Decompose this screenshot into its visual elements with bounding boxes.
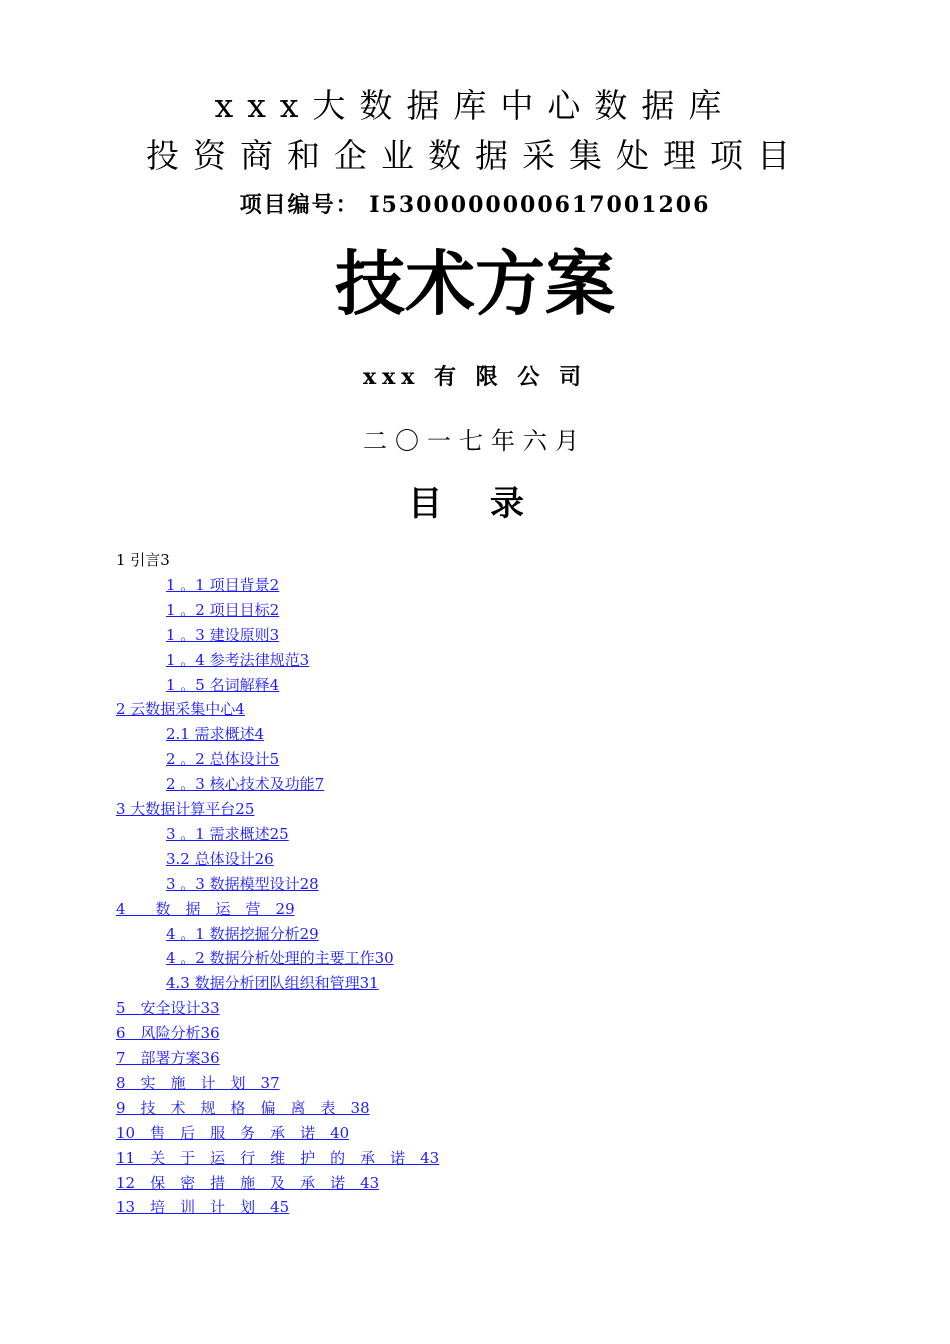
toc-entry-chapter[interactable]: 4 数 据 运 营 29	[116, 899, 295, 918]
toc-entry-chapter: 1 引言3	[116, 551, 170, 569]
toc-entry-chapter[interactable]: 3 大数据计算平台25	[116, 800, 255, 818]
toc-entry-section[interactable]: 4 。2 数据分析处理的主要工作30	[166, 949, 394, 968]
toc-entry-chapter[interactable]: 11 关 于 运 行 维 护 的 承 诺 43	[116, 1148, 440, 1167]
toc-entry-chapter[interactable]: 5 安全设计33	[116, 999, 220, 1018]
toc-entry-chapter[interactable]: 8 实 施 计 划 37	[116, 1073, 280, 1092]
toc-entry-chapter[interactable]: 10 售 后 服 务 承 诺 40	[116, 1123, 350, 1142]
toc-entry-section[interactable]: 3.2 总体设计26	[166, 849, 274, 868]
toc-entry-chapter[interactable]: 2 云数据采集中心4	[116, 700, 245, 719]
toc-entry-section[interactable]: 2 。3 核心技术及功能7	[166, 775, 325, 794]
document-type-title: 技术方案	[335, 243, 615, 325]
toc-entry-chapter[interactable]: 13 培 训 计 划 45	[116, 1198, 290, 1217]
toc-entry-section[interactable]: 3 。1 需求概述25	[166, 824, 289, 843]
toc-entry-section[interactable]: 1 。5 名词解释4	[166, 675, 280, 694]
title-line-2: 投资商和企业数据采集处理项目	[146, 136, 804, 175]
toc-entry-chapter[interactable]: 12 保 密 措 施 及 承 诺 43	[116, 1173, 380, 1192]
document-date: 二〇一七年六月	[363, 427, 587, 455]
toc-entry-section[interactable]: 3 。3 数据模型设计28	[166, 874, 319, 893]
toc-entry-section[interactable]: 2.1 需求概述4	[166, 725, 265, 744]
toc-heading: 目 录	[408, 484, 542, 524]
toc-entry-chapter[interactable]: 9 技 术 规 格 偏 离 表 38	[116, 1098, 370, 1117]
toc-entry-section[interactable]: 2 。2 总体设计5	[166, 750, 280, 769]
toc-entry-section[interactable]: 1 。4 参考法律规范3	[166, 650, 310, 669]
project-number: 项目编号： I5300000000617001206	[239, 192, 711, 218]
company-name: xxx 有 限 公 司	[363, 364, 587, 390]
toc-entry-section[interactable]: 4 。1 数据挖掘分析29	[166, 924, 319, 943]
toc-entry-section[interactable]: 4.3 数据分析团队组织和管理31	[166, 974, 379, 993]
toc-entry-chapter[interactable]: 7 部署方案36	[116, 1049, 220, 1067]
toc-entry-chapter[interactable]: 6 风险分析36	[116, 1024, 220, 1043]
toc-entry-section[interactable]: 1 。2 项目目标2	[166, 600, 280, 619]
title-line-1: xxx大数据库中心数据库	[214, 86, 736, 125]
toc-entry-section[interactable]: 1 。3 建设原则3	[166, 625, 280, 644]
toc-entry-section[interactable]: 1 。1 项目背景2	[166, 575, 280, 594]
